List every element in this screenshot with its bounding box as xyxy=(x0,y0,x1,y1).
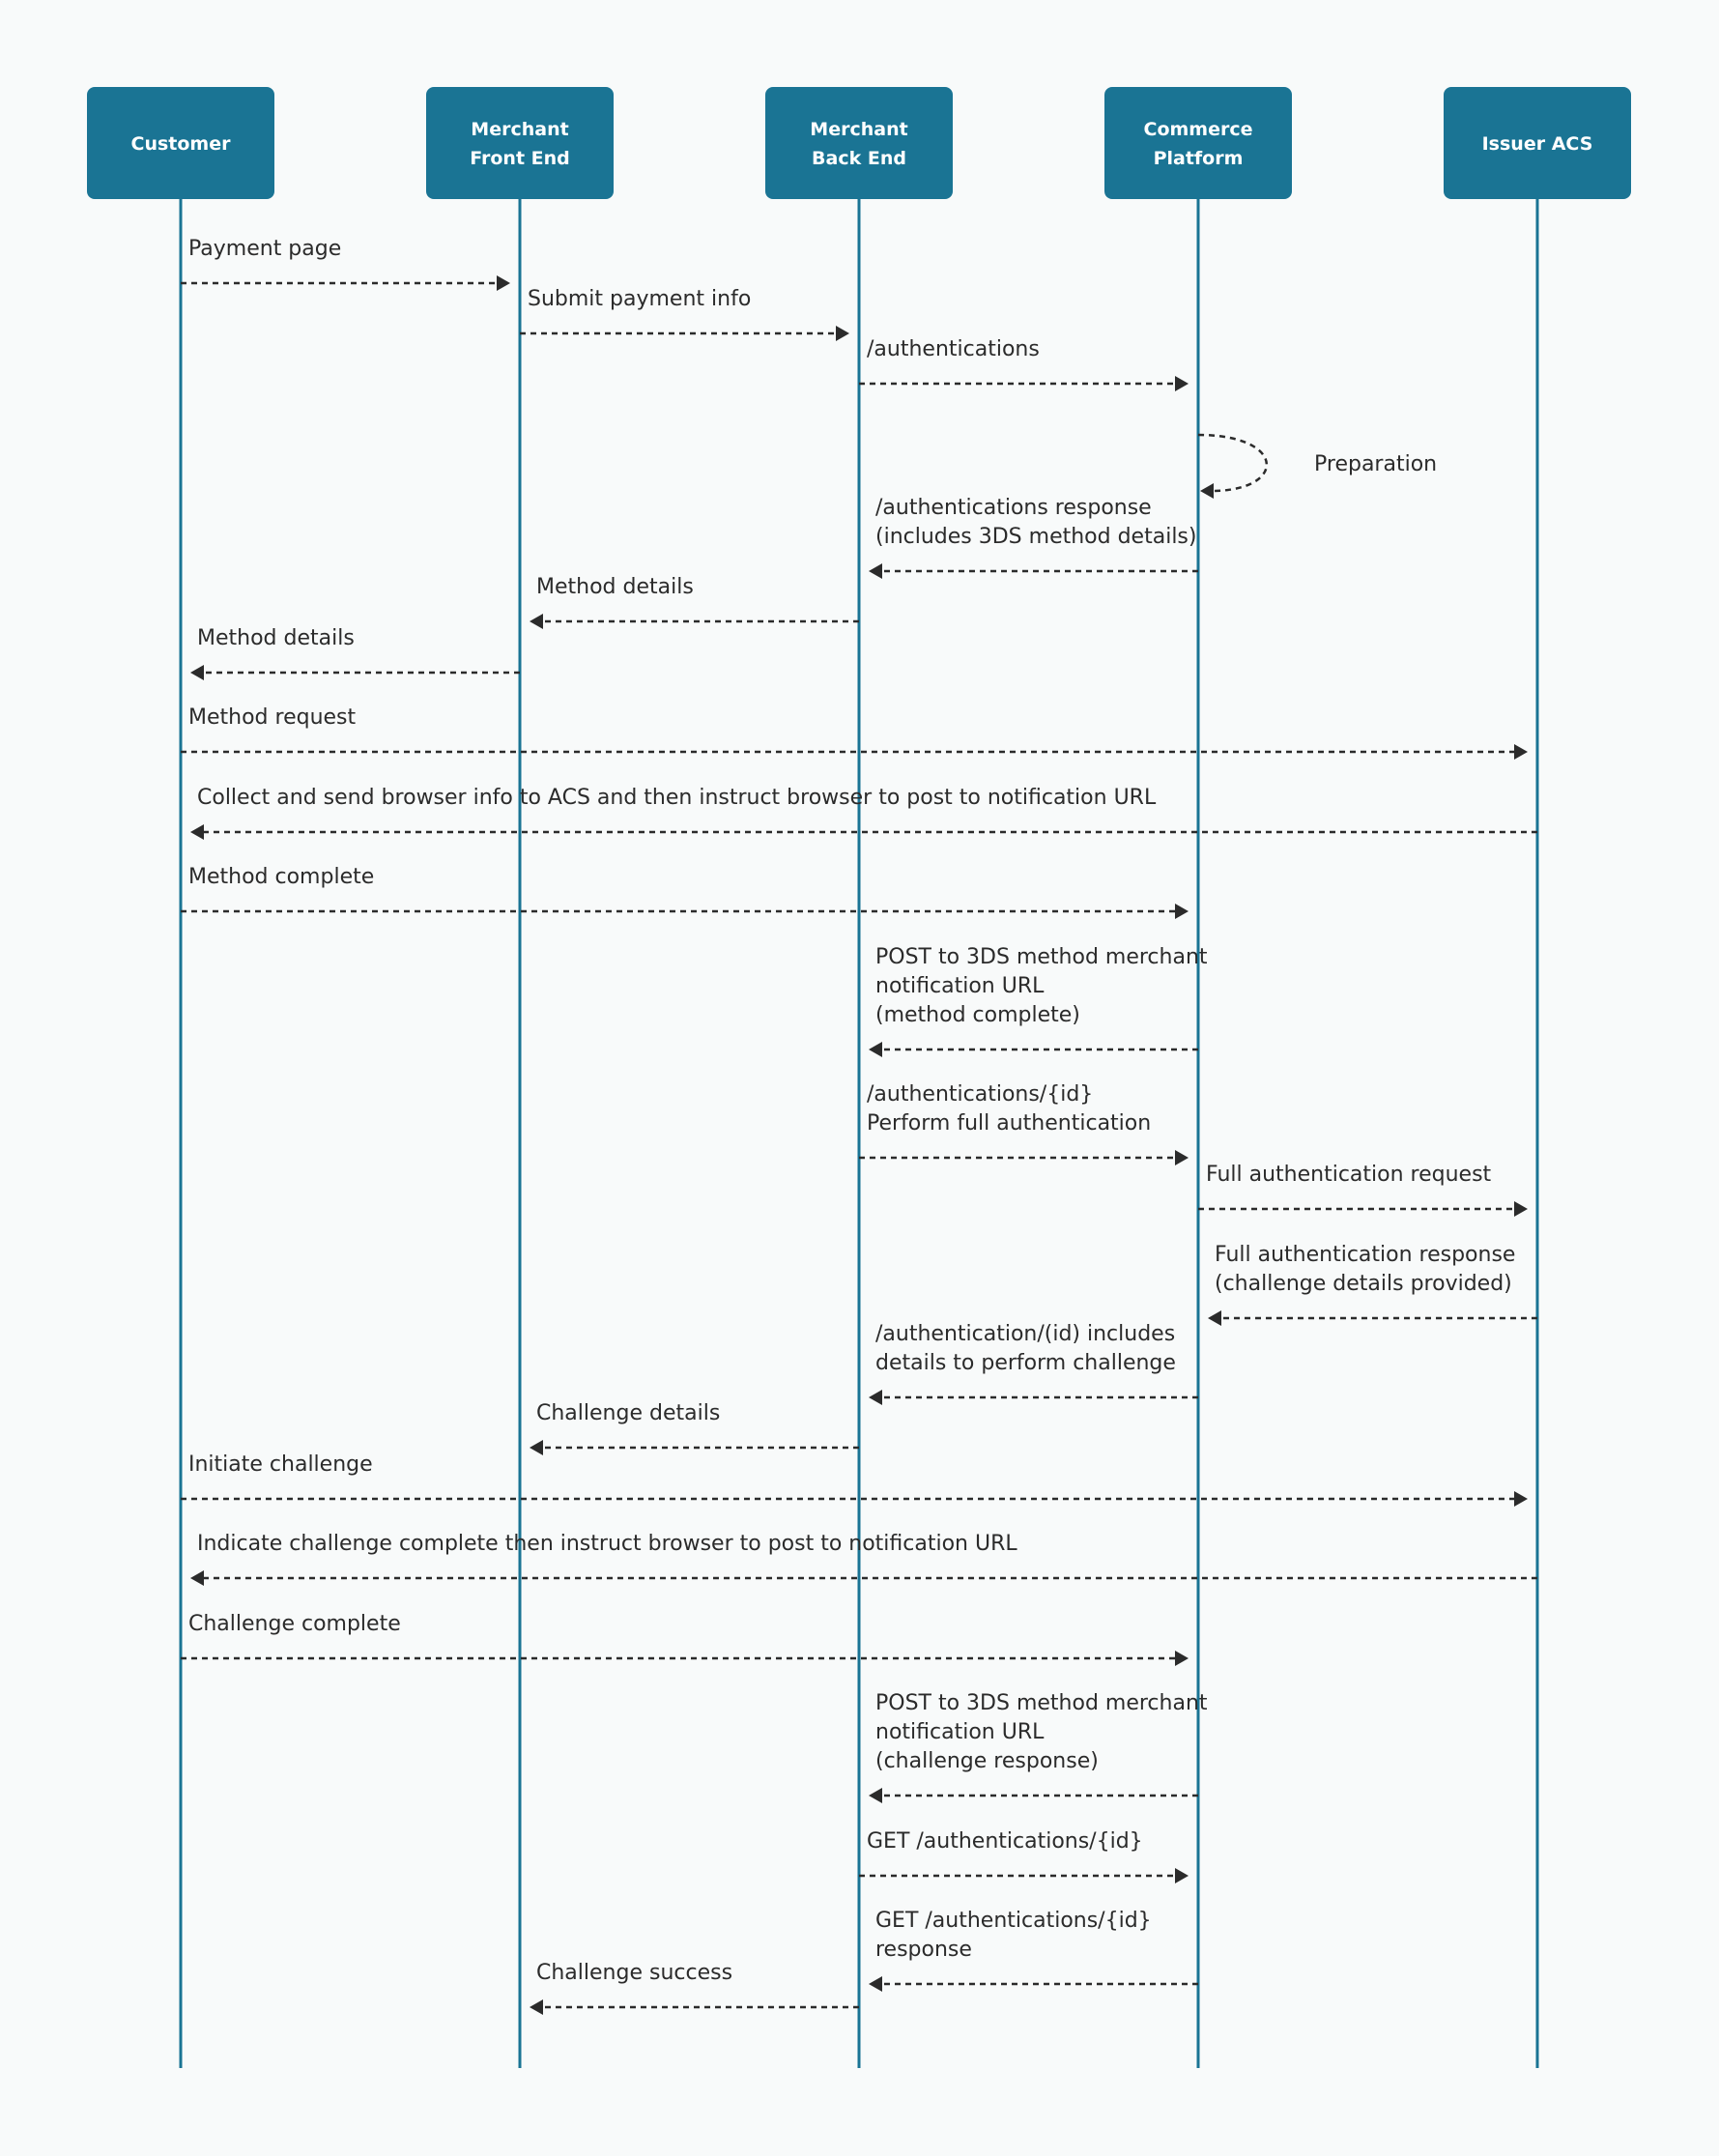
message-12 xyxy=(859,1082,1189,1165)
arrow-head xyxy=(190,665,204,680)
message-label: Full authentication response xyxy=(1215,1243,1516,1267)
arrow-head xyxy=(1175,904,1189,919)
message-6 xyxy=(530,575,859,629)
participant-label: Customer xyxy=(130,133,231,155)
message-label: (includes 3DS method details) xyxy=(875,525,1197,549)
message-label: Initiate challenge xyxy=(188,1452,373,1477)
message-label: Preparation xyxy=(1314,452,1438,476)
arrow-head xyxy=(869,563,882,579)
message-label: notification URL xyxy=(875,974,1045,998)
message-1 xyxy=(181,237,510,291)
arrow-head xyxy=(1175,376,1189,391)
message-3 xyxy=(859,337,1189,391)
message-16 xyxy=(530,1401,859,1455)
message-label: response xyxy=(875,1938,972,1962)
message-label: Method details xyxy=(536,575,694,599)
message-22 xyxy=(869,1909,1198,1992)
participant-label: Front End xyxy=(470,148,570,169)
arrow-head xyxy=(1175,1868,1189,1883)
arrow-head xyxy=(1514,744,1528,760)
message-label: Indicate challenge complete then instruct browser to post to notification URL xyxy=(197,1532,1017,1556)
message-label: (challenge response) xyxy=(875,1749,1099,1773)
message-label: Challenge details xyxy=(536,1401,721,1425)
arrow-head xyxy=(1514,1491,1528,1507)
arrow-head xyxy=(497,275,510,291)
participant-customer xyxy=(87,87,274,199)
message-18 xyxy=(190,1532,1537,1586)
message-label: POST to 3DS method merchant xyxy=(875,945,1208,969)
participant-box xyxy=(1104,87,1292,199)
participant-merchant-front-end xyxy=(426,87,614,199)
message-8 xyxy=(181,705,1528,760)
participant-label: Issuer ACS xyxy=(1481,133,1593,155)
message-label: Method request xyxy=(188,705,357,730)
message-label: Submit payment info xyxy=(528,287,752,311)
self-message-arrow xyxy=(1198,435,1267,491)
participant-label: Back End xyxy=(812,148,906,169)
message-21 xyxy=(859,1829,1189,1883)
arrow-head xyxy=(869,1042,882,1057)
participant-label: Platform xyxy=(1153,148,1244,169)
arrow-head xyxy=(530,1440,543,1455)
message-15 xyxy=(869,1322,1198,1405)
message-13 xyxy=(1198,1163,1528,1217)
message-5 xyxy=(869,496,1198,579)
message-7 xyxy=(190,626,520,680)
message-label: Full authentication request xyxy=(1206,1163,1492,1187)
message-label: POST to 3DS method merchant xyxy=(875,1691,1208,1715)
message-14 xyxy=(1208,1243,1537,1326)
arrow-head xyxy=(836,326,849,341)
message-label: GET /authentications/{id} xyxy=(867,1829,1143,1854)
message-label: (method complete) xyxy=(875,1003,1080,1027)
message-label: Challenge complete xyxy=(188,1612,401,1636)
arrow-head xyxy=(190,824,204,840)
arrow-head xyxy=(869,1788,882,1803)
message-label: Method complete xyxy=(188,865,375,889)
participant-box xyxy=(765,87,953,199)
message-19 xyxy=(181,1612,1189,1666)
message-label: Challenge success xyxy=(536,1961,733,1985)
message-23 xyxy=(530,1961,859,2015)
arrow-head xyxy=(190,1570,204,1586)
message-label: Collect and send browser info to ACS and then instruct browser to post to notification URL xyxy=(197,786,1157,810)
message-11 xyxy=(869,945,1208,1057)
message-label: Perform full authentication xyxy=(867,1111,1152,1135)
message-label: /authentications xyxy=(867,337,1040,361)
message-9 xyxy=(190,786,1537,840)
arrow-head xyxy=(1175,1651,1189,1666)
message-label: details to perform challenge xyxy=(875,1351,1176,1375)
arrow-head xyxy=(869,1976,882,1992)
message-label: GET /authentications/{id} xyxy=(875,1909,1152,1933)
participant-commerce-platform xyxy=(1104,87,1292,199)
message-2 xyxy=(520,287,849,341)
message-10 xyxy=(181,865,1189,919)
message-4 xyxy=(1198,435,1437,499)
participant-label: Merchant xyxy=(471,119,569,140)
message-label: /authentications/{id} xyxy=(867,1082,1094,1107)
message-label: notification URL xyxy=(875,1720,1045,1744)
arrow-head xyxy=(530,614,543,629)
arrow-head xyxy=(1208,1310,1221,1326)
message-17 xyxy=(181,1452,1528,1507)
message-label: (challenge details provided) xyxy=(1215,1272,1512,1296)
arrow-head xyxy=(1200,483,1214,499)
participant-label: Commerce xyxy=(1143,119,1253,140)
arrow-head xyxy=(1175,1150,1189,1165)
arrow-head xyxy=(869,1390,882,1405)
message-label: Payment page xyxy=(188,237,342,261)
arrow-head xyxy=(530,1999,543,2015)
message-label: /authentication/(id) includes xyxy=(875,1322,1176,1346)
arrow-head xyxy=(1514,1201,1528,1217)
message-label: Method details xyxy=(197,626,355,650)
message-20 xyxy=(869,1691,1208,1803)
participant-box xyxy=(426,87,614,199)
participant-label: Merchant xyxy=(810,119,908,140)
participant-merchant-back-end xyxy=(765,87,953,199)
participant-issuer-acs xyxy=(1444,87,1631,199)
message-label: /authentications response xyxy=(875,496,1152,520)
